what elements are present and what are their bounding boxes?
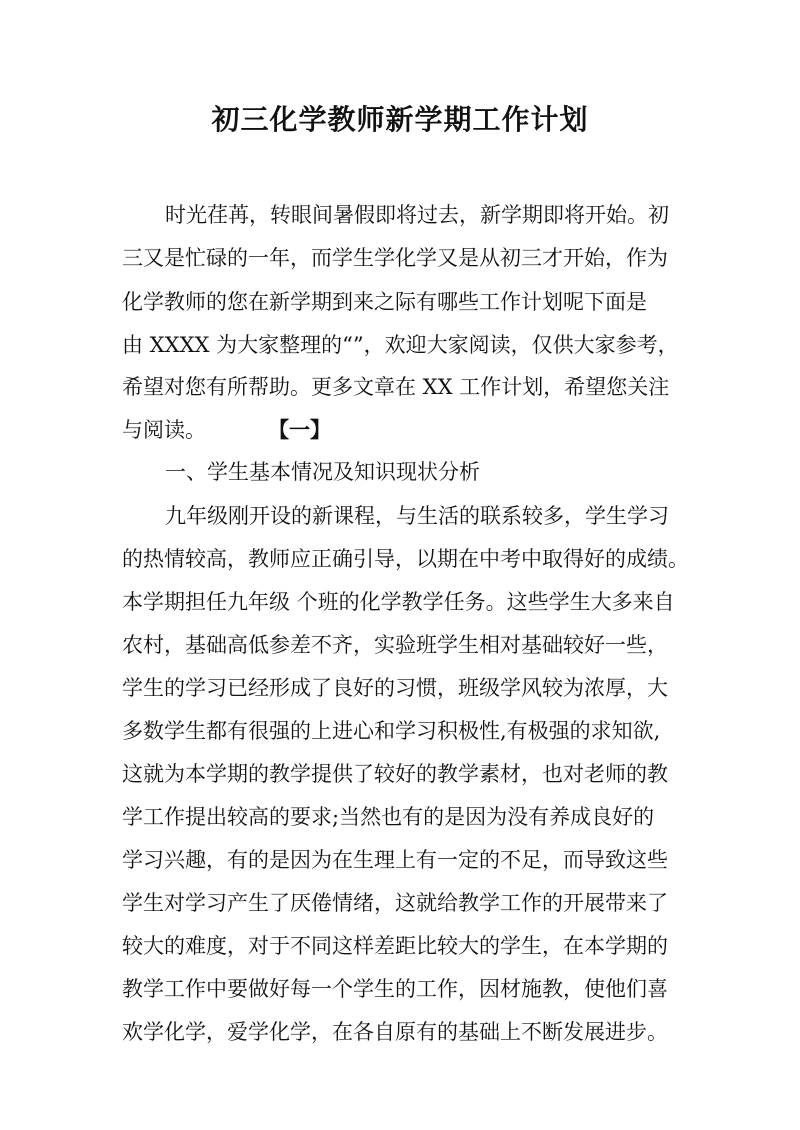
body-line: 学工作提出较高的要求;当然也有的是因为没有养成良好的	[122, 805, 655, 829]
intro-last-line	[122, 416, 682, 444]
body-line: 九年级刚开设的新课程，与生活的联系较多，学生学习	[165, 504, 669, 528]
body-line: 这就为本学期的教学提供了较好的教学素材，也对老师的教	[122, 762, 668, 786]
body-line: 较大的难度，对于不同这样差距比较大的学生，在本学期的	[122, 934, 668, 958]
intro-line-text: 与阅读。	[122, 418, 206, 442]
section-heading: 一、学生基本情况及知识现状分析	[165, 460, 480, 484]
body-line: 欢学化学，爱学化学，在各自原有的基础上不断发展进步。	[122, 1020, 668, 1044]
document-title: 初三化学教师新学期工作计划	[211, 103, 589, 136]
body-line: 学生的学习已经形成了良好的习惯，班级学风较为浓厚，大	[122, 676, 668, 700]
body-line: 教学工作中要做好每一个学生的工作，因材施教，使他们喜	[122, 977, 668, 1001]
intro-line: 化学教师的您在新学期到来之际有哪些工作计划呢下面是	[122, 290, 647, 314]
body-line: 农村，基础高低参差不齐，实验班学生相对基础较好一些，	[122, 633, 668, 657]
body-line: 多数学生都有很强的上进心和学习积极性,有极强的求知欲,	[122, 719, 661, 743]
body-line: 学生对学习产生了厌倦情绪，这就给教学工作的开展带来了	[122, 891, 668, 915]
intro-line: 由 XXXX 为大家整理的“”，欢迎大家阅读，仅供大家参考，	[122, 333, 679, 357]
intro-line: 三又是忙碌的一年，而学生学化学又是从初三才开始，作为	[122, 246, 668, 270]
intro-line: 希望对您有所帮助。更多文章在 XX 工作计划，希望您关注	[122, 375, 670, 399]
body-line: 本学期担任九年级 个班的化学教学任务。这些学生大多来自	[122, 590, 675, 614]
section-marker: 【一】	[268, 417, 331, 442]
body-line: 学习兴趣，有的是因为在生理上有一定的不足，而导致这些	[122, 848, 668, 872]
body-line: 的热情较高，教师应正确引导，以期在中考中取得好的成绩。	[122, 547, 689, 571]
intro-line: 时光荏苒，转眼间暑假即将过去，新学期即将开始。初	[165, 203, 669, 227]
